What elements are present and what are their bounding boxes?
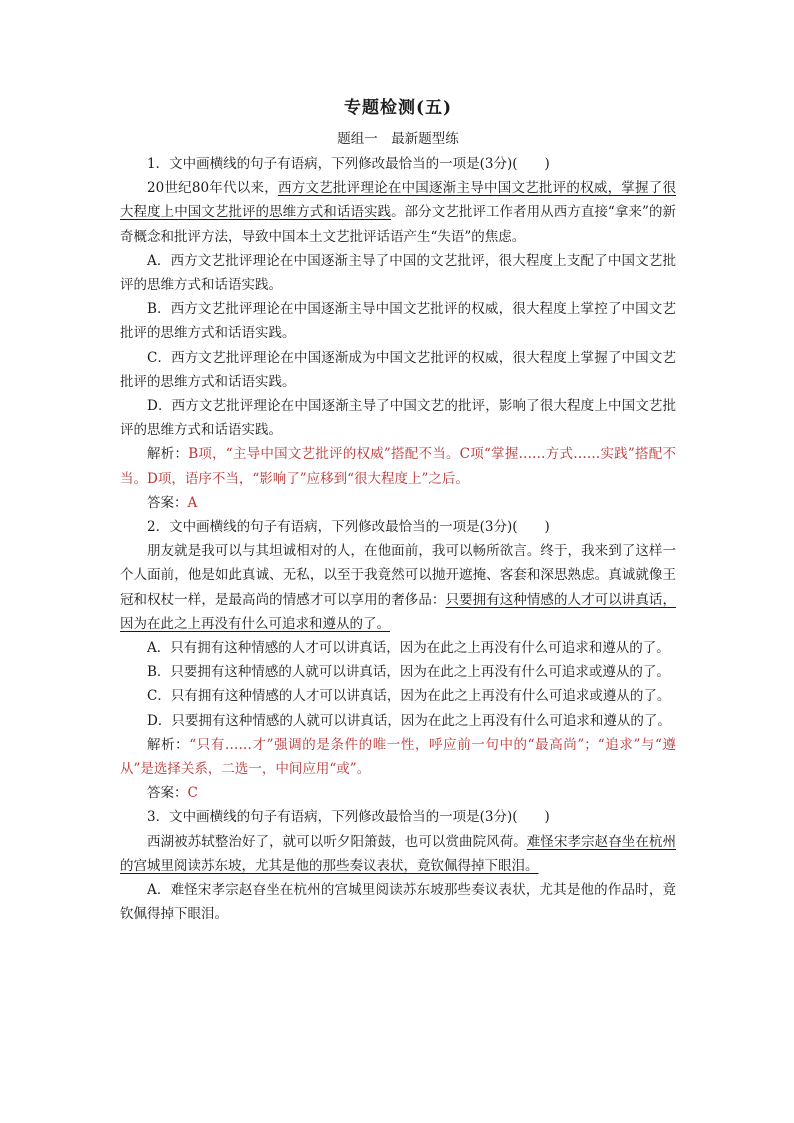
passage-text: 朋友就是我可以与其坦诚相对的人，在他面前，我可以畅所欲言。终于，我来到了这样一个人面前，他是如此真诚、无私，以至于我竟然可以抛开遮掩、客套和深思熟虑。真诚就像王冠和权杖一样，是最高尚的情感才可以享用的奢侈品： (120, 543, 676, 608)
analysis-text: “只有……才”强调的是条件的唯一性，呼应前一句中的“最高尚”；“追求”与“遵从”是选择关系，二选一，中间应用“或”。 (120, 736, 677, 778)
question-2-stem: 2．文中画横线的句子有语病，下列修改最恰当的一项是(3分)( ) (147, 519, 550, 536)
underlined-sentence: 只要拥有这种情感的人才可以讲真话，因为在此之上再没有什么可追求和遵从的了。 (120, 591, 676, 632)
passage-text: 20世纪80年代以来， (147, 180, 278, 197)
underlined-sentence: 西方文艺批评理论在中国逐渐主导中国文艺批评的权威，掌握了很大程度上中国文艺批评的思维方式和话语实践 (120, 180, 677, 221)
question-2-answer (120, 781, 676, 805)
question-3-stem: 3．文中画横线的句子有语病，下列修改最恰当的一项是(3分)( ) (147, 809, 550, 826)
question-1-option-c: C．西方文艺批评理论在中国逐渐成为中国文艺批评的权威，很大程度上掌握了中国文艺批评的思维方式和话语实践。 (120, 349, 676, 390)
answer-value: A (187, 494, 198, 511)
question-1-option-d: D．西方文艺批评理论在中国逐渐主导了中国文艺的批评，影响了很大程度上中国文艺批评的思维方式和话语实践。 (120, 398, 676, 439)
answer-value: C (187, 785, 198, 802)
question-3-passage (120, 830, 676, 878)
question-2-passage (120, 539, 676, 636)
passage-text: 西湖被苏轼整治好了，就可以听夕阳箫鼓，也可以赏曲院风荷。 (147, 833, 527, 850)
question-1-analysis (120, 442, 676, 490)
question-2-option-d: D．只要拥有这种情感的人就可以讲真话，因为在此之上再没有什么可追求和遵从的了。 (147, 712, 671, 729)
question-2-option-b: B．只要拥有这种情感的人就可以讲真话，因为在此之上再没有什么可追求或遵从的了。 (147, 664, 670, 681)
question-1-answer (120, 491, 676, 515)
question-1-option-b: B．西方文艺批评理论在中国逐渐主导中国文艺批评的权威，很大程度上掌控了中国文艺批评的思维方式和话语实践。 (120, 301, 676, 342)
analysis-label: 解析： (147, 736, 190, 753)
question-1-stem: 1．文中画横线的句子有语病，下列修改最恰当的一项是(3分)( ) (147, 156, 550, 172)
passage-text: 。部分文艺批评工作者用从西方直接“拿来”的新奇概念和批评方法，导致中国本土文艺批评话语产生“失语”的焦虑。 (120, 204, 677, 245)
answer-label: 答案： (147, 785, 188, 802)
document-content (120, 96, 676, 927)
analysis-text: B项，“主导中国文艺批评的权威”搭配不当。C项“掌握……方式……实践”搭配不当。D项，语序不当，“影响了”应移到“很大程度上”之后。 (120, 446, 677, 487)
answer-label: 答案： (147, 494, 188, 511)
section-subtitle: 题组一 最新题型练 (337, 131, 459, 147)
question-2-option-c: C．只有拥有这种情感的人才可以讲真话，因为在此之上再没有什么可追求或遵从的了。 (147, 688, 671, 705)
question-2-analysis (120, 733, 676, 781)
analysis-label: 解析： (147, 446, 189, 463)
question-1-passage (120, 176, 676, 249)
question-3-option-a: A．难怪宋孝宗赵昚坐在杭州的宫城里阅读苏东坡那些奏议表状，尤其是他的作品时，竟钦佩得掉下眼泪。 (120, 882, 676, 923)
question-2-option-a: A．只有拥有这种情感的人才可以讲真话，因为在此之上再没有什么可追求和遵从的了。 (147, 640, 670, 657)
underlined-sentence: 难怪宋孝宗赵昚坐在杭州的宫城里阅读苏东坡，尤其是他的那些奏议表状，竟钦佩得掉下眼泪。 (120, 833, 677, 874)
question-1-option-a: A．西方文艺批评理论在中国逐渐主导了中国的文艺批评，很大程度上支配了中国文艺批评的思维方式和话语实践。 (120, 252, 676, 294)
page-title: 专题检测(五) (343, 98, 453, 118)
